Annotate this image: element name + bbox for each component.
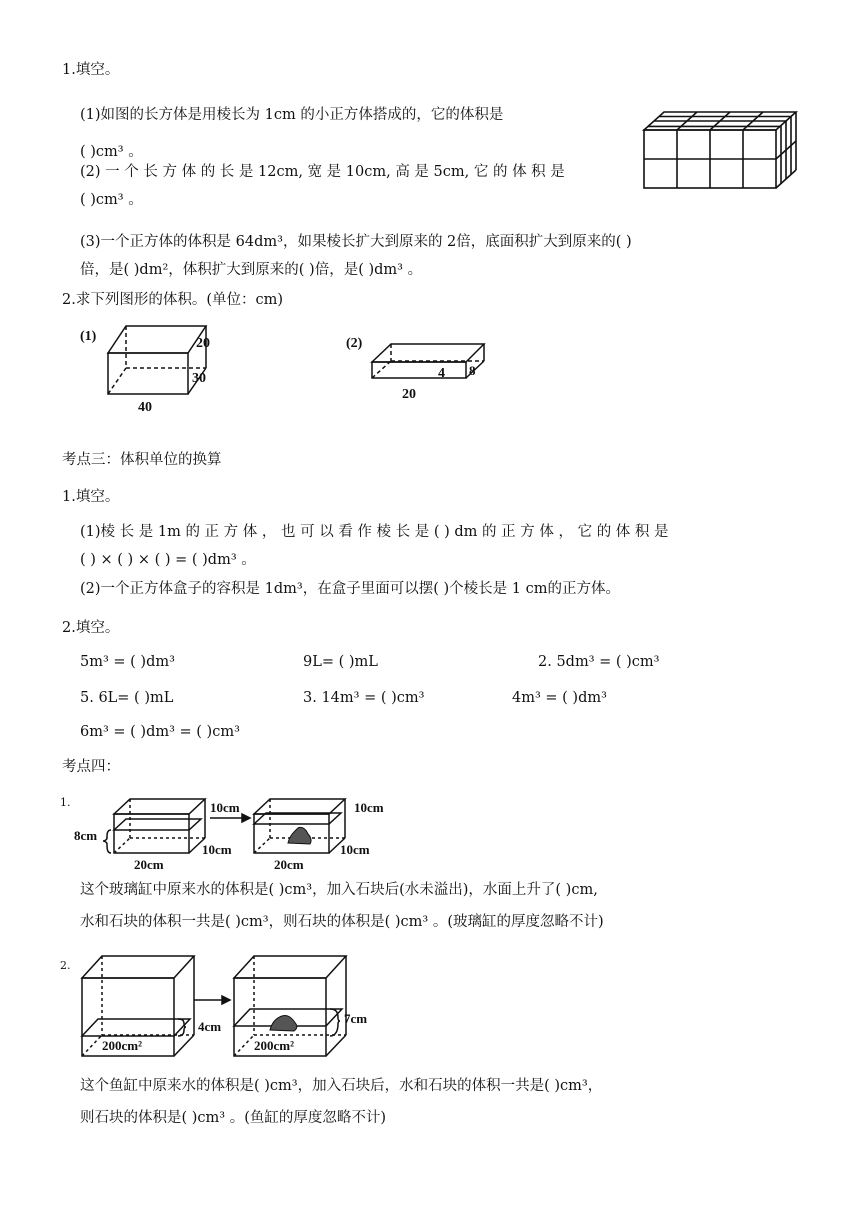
question-text: (1)如图的长方体是用棱长为 1cm 的小正方体搭成的，它的体积是 — [80, 107, 504, 123]
question-text: (2)一个正方体盒子的容积是 1dm³，在盒子里面可以摆( )个棱长是 1 cm的正方体。 — [80, 581, 620, 597]
conversion-item: 6m³ = ( )dm³ = ( )cm³ — [80, 724, 240, 740]
conversion-item: 4m³ = ( )dm³ — [512, 690, 607, 706]
depth-label: 30 — [192, 371, 206, 386]
height-label: 20 — [196, 336, 210, 351]
conversion-item: 3. 14m³ = ( )cm³ — [303, 690, 425, 706]
answer-line: ( ) × ( ) × ( ) = ( )dm³ 。 — [80, 552, 256, 568]
length-label: 40 — [138, 400, 152, 415]
conversion-item: 2. 5dm³ = ( )cm³ — [538, 654, 660, 670]
glass-tank-figure — [74, 790, 394, 872]
fish-tank-figure — [78, 952, 378, 1062]
figure-label: (2) — [346, 336, 363, 351]
question-text: 这个鱼缸中原来水的体积是( )cm³，加入石块后，水和石块的体积一共是( )cm³， — [80, 1078, 603, 1094]
section-heading: 考点三：体积单位的换算 — [62, 452, 222, 468]
question-text: (1)棱 长 是 1m 的 正 方 体 ， 也 可 以 看 作 棱 长 是 ( ) dm 的 正 方 体 ， 它 的 体 积 是 — [80, 524, 669, 540]
height-label: 8 — [469, 363, 476, 378]
question-text: 倍，是( )dm²，体积扩大到原来的( )倍，是( )dm³ 。 — [80, 262, 423, 278]
figure-label: (1) — [80, 329, 97, 344]
answer-line: ( )cm³ 。 — [80, 192, 143, 208]
question-title: 2.填空。 — [62, 620, 120, 636]
stone-icon — [270, 1015, 297, 1031]
width-label: 10cm — [202, 842, 232, 857]
question-text: 水和石块的体积一共是( )cm³，则石块的体积是( )cm³ 。(玻璃缸的厚度忽略不计) — [80, 914, 604, 930]
stone-icon — [288, 827, 311, 844]
water-height-label: 4cm — [198, 1019, 222, 1034]
width-label: 4 — [438, 366, 445, 381]
length-label: 20cm — [274, 857, 304, 872]
cuboid-figure-2 — [338, 330, 488, 402]
question-text: 则石块的体积是( )cm³ 。(鱼缸的厚度忽略不计) — [80, 1110, 387, 1126]
cuboid-figure-1 — [74, 318, 254, 416]
conversion-item: 9L= ( )mL — [303, 654, 378, 670]
width-label: 10cm — [340, 842, 370, 857]
question-title: 2.求下列图形的体积。(单位：cm) — [62, 292, 284, 308]
water-height-label: 8cm — [74, 828, 98, 843]
cube-grid-figure — [640, 108, 800, 192]
conversion-item: 5. 6L= ( )mL — [80, 690, 174, 706]
length-label: 20 — [402, 387, 416, 402]
water-height-label: 7cm — [344, 1011, 368, 1026]
question-number: 1. — [60, 796, 71, 809]
section-heading: 考点四： — [62, 759, 120, 775]
top-label: 10cm — [210, 800, 240, 815]
top-label: 10cm — [354, 800, 384, 815]
question-title: 1.填空。 — [62, 62, 120, 78]
question-text: 这个玻璃缸中原来水的体积是( )cm³，加入石块后(水未溢出)，水面上升了( )cm, — [80, 882, 598, 898]
question-title: 1.填空。 — [62, 489, 120, 505]
conversion-item: 5m³ = ( )dm³ — [80, 654, 175, 670]
question-text: (2) 一 个 长 方 体 的 长 是 12cm, 宽 是 10cm, 高 是 5cm, 它 的 体 积 是 — [80, 164, 565, 180]
answer-line: ( )cm³ 。 — [80, 144, 143, 160]
base-area-label: 200cm² — [102, 1038, 142, 1053]
base-area-label: 200cm² — [254, 1038, 294, 1053]
length-label: 20cm — [134, 857, 164, 872]
question-number: 2. — [60, 959, 71, 972]
question-text: (3)一个正方体的体积是 64dm³，如果棱长扩大到原来的 2倍，底面积扩大到原来的( ) — [80, 234, 632, 250]
